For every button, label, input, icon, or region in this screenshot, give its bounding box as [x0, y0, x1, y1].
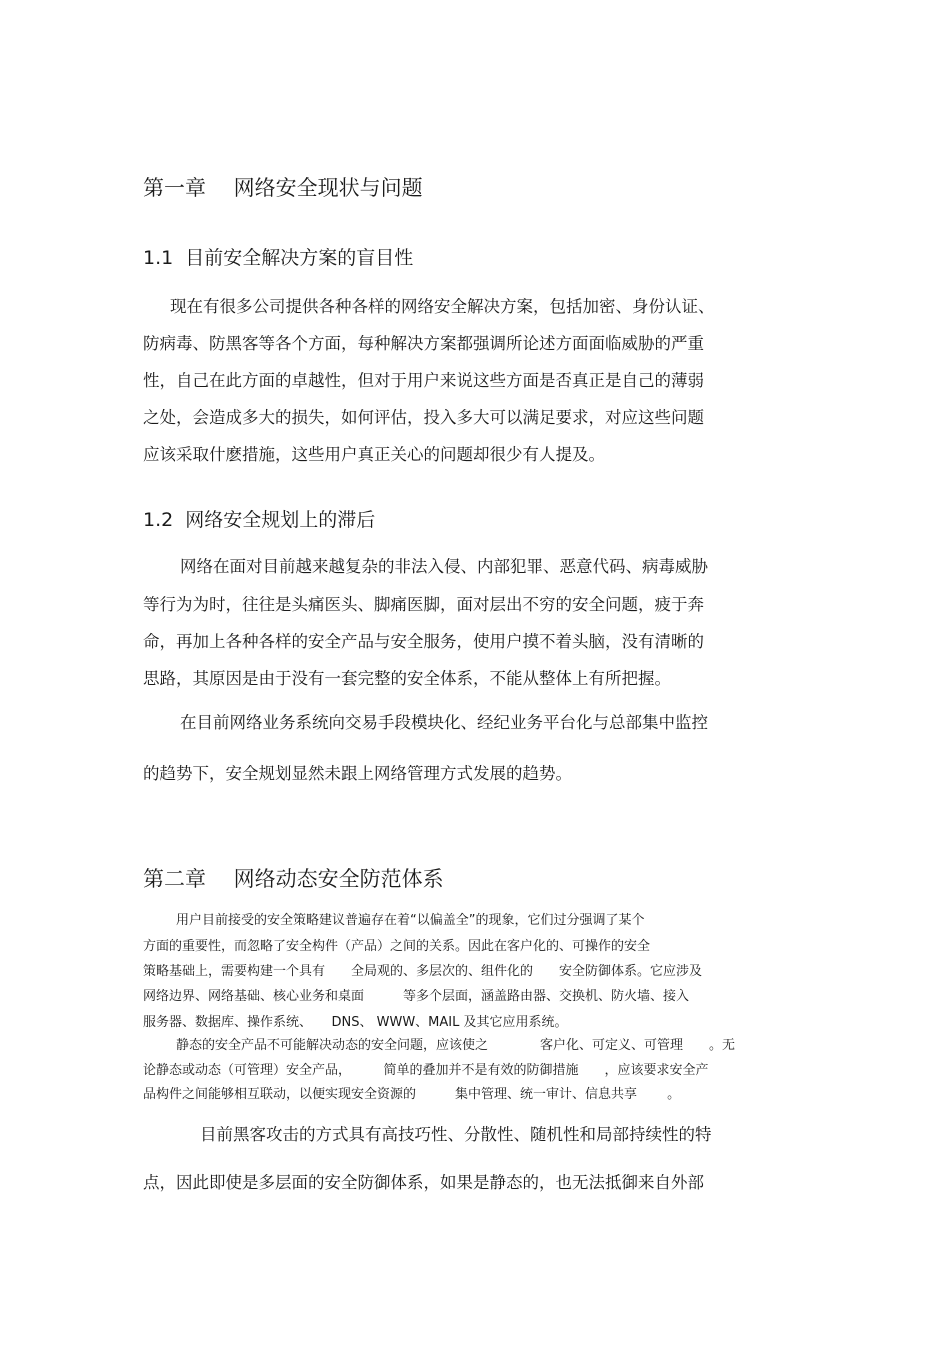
paragraph-line: 点，因此即使是多层面的安全防御体系，如果是静态的，也无法抵御来自外部	[143, 1173, 704, 1192]
small-paragraph-line: 方面的重要性，而忽略了安全构件（产品）之间的关系。因此在客户化的、可操作的安全	[143, 939, 651, 954]
paragraph-line: 等行为为时，往往是头痛医头、脚痛医脚，面对层出不穷的安全问题，疲于奔	[143, 595, 704, 614]
small-paragraph-line: 论静态或动态（可管理）安全产品， 简单的叠加并不是有效的防御措施 ，应该要求安全产	[143, 1063, 709, 1078]
paragraph-line: 思路，其原因是由于没有一套完整的安全体系，不能从整体上有所把握。	[143, 669, 671, 688]
chapter-1-title: 第一章 网络安全现状与问题	[143, 176, 423, 200]
chapter-2-title: 第二章 网络动态安全防范体系	[143, 867, 444, 891]
small-paragraph-line: 服务器、数据库、操作系统、 DNS、 WWW、MAIL 及其它应用系统。	[143, 1015, 568, 1030]
section-1-1-heading: 1.1 目前安全解决方案的盲目性	[143, 247, 414, 269]
paragraph-line: 网络在面对目前越来越复杂的非法入侵、内部犯罪、恶意代码、病毒威胁	[180, 557, 708, 576]
small-paragraph-line: 策略基础上，需要构建一个具有 全局观的、多层次的、组件化的 安全防御体系。它应涉及	[143, 964, 703, 979]
paragraph-line: 性，自己在此方面的卓越性，但对于用户来说这些方面是否真正是自己的薄弱	[143, 371, 704, 390]
paragraph-line: 的趋势下，安全规划显然未跟上网络管理方式发展的趋势。	[143, 764, 572, 783]
paragraph-line: 防病毒、防黑客等各个方面，每种解决方案都强调所论述方面面临威胁的严重	[143, 334, 704, 353]
paragraph-line: 命，再加上各种各样的安全产品与安全服务，使用户摸不着头脑，没有清晰的	[143, 632, 704, 651]
paragraph-line: 在目前网络业务系统向交易手段模块化、经纪业务平台化与总部集中监控	[180, 713, 708, 732]
small-paragraph-line: 网络边界、网络基础、核心业务和桌面 等多个层面，涵盖路由器、交换机、防火墙、接入	[143, 989, 690, 1004]
section-1-2-heading: 1.2 网络安全规划上的滞后	[143, 509, 376, 531]
small-paragraph-line: 品构件之间能够相互联动，以便实现安全资源的 集中管理、统一审计、信息共享 。	[143, 1087, 681, 1102]
small-paragraph-line: 静态的安全产品不可能解决动态的安全问题，应该使之 客户化、可定义、可管理 。无	[176, 1038, 736, 1053]
small-paragraph-line: 用户目前接受的安全策略建议普遍存在着“以偏盖全”的现象，它们过分强调了某个	[176, 913, 645, 928]
paragraph-line: 之处，会造成多大的损失，如何评估，投入多大可以满足要求，对应这些问题	[143, 408, 704, 427]
paragraph-line: 现在有很多公司提供各种各样的网络安全解决方案，包括加密、身份认证、	[170, 297, 715, 316]
paragraph-line: 目前黑客攻击的方式具有高技巧性、分散性、随机性和局部持续性的特	[200, 1125, 712, 1144]
paragraph-line: 应该采取什麽措施，这些用户真正关心的问题却很少有人提及。	[143, 445, 605, 464]
